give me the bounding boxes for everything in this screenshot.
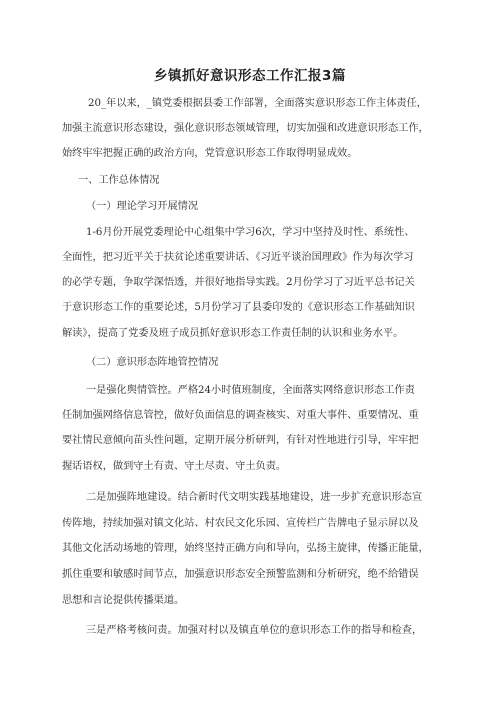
subsection-heading: （二）意识形态阵地管控情况 [86, 357, 219, 368]
paragraph-line: 始终牢牢把握正确的政治方向，党管意识形态工作取得明显成效。 [62, 148, 358, 159]
paragraph-line: 1-6月份开展党委理论中心组集中学习6次，学习中坚持及时性、系统性、 [86, 227, 415, 238]
paragraph-line: 全面性，把习近平关于扶贫论述重要讲话、《习近平谈治国理政》作为每次学习 [62, 252, 414, 263]
paragraph-line: 解读》，提高了党委及班子成员抓好意识形态工作责任制的认识和业务水平。 [62, 328, 404, 339]
paragraph-line: 要社情民意倾向苗头性问题，定期开展分析研判，有针对性地进行引导，牢牢把 [62, 435, 419, 446]
section-heading: 一、工作总体情况 [78, 175, 160, 186]
paragraph-line: 的必学专题，争取学深悟透，并很好地指导实践。2月份学习了习近平总书记关 [62, 277, 415, 288]
paragraph-line: 二是加强阵地建设。结合新时代文明实践基地建设，进一步扩充意识形态宣 [86, 492, 423, 503]
paragraph-line: 20_年以来，_镇党委根据县委工作部署，全面落实意识形态工作主体责任， [88, 98, 427, 109]
paragraph-line: 传阵地，持续加强对镇文化站、村农民文化乐园、宣传栏广告牌电子显示屏以及 [62, 518, 419, 529]
paragraph-line: 抓住重要和敏感时间节点，加强意识形态安全预警监测和分析研究，绝不给错误 [62, 569, 419, 580]
paragraph-line: 一是强化舆情管控。严格24小时值班制度，全面落实网络意识形态工作责 [86, 385, 415, 396]
paragraph-line: 三是严格考核问责。加强对村以及镇直单位的意识形态工作的指导和检查， [86, 625, 423, 636]
paragraph-line: 思想和言论提供传播渠道。 [62, 595, 185, 606]
paragraph-line: 加强主流意识形态建设，强化意识形态领域管理，切实加强和改进意识形态工作， [62, 123, 429, 134]
subsection-heading: （一）理论学习开展情况 [86, 201, 199, 212]
document-title: 乡镇抓好意识形态工作汇报3篇 [154, 68, 346, 84]
paragraph-line: 其他文化活动场地的管理，始终坚持正确方向和导向，弘扬主旋律，传播正能量， [62, 543, 429, 554]
paragraph-line: 任制加强网络信息管控，做好负面信息的调查核实、对重大事件、重要情况、重 [62, 410, 419, 421]
paragraph-line: 于意识形态工作的重要论述，5月份学习了县委印发的《意识形态工作基础知识 [62, 302, 415, 313]
paragraph-line: 握话语权，做到守土有责、守土尽责、守土负责。 [62, 461, 287, 472]
